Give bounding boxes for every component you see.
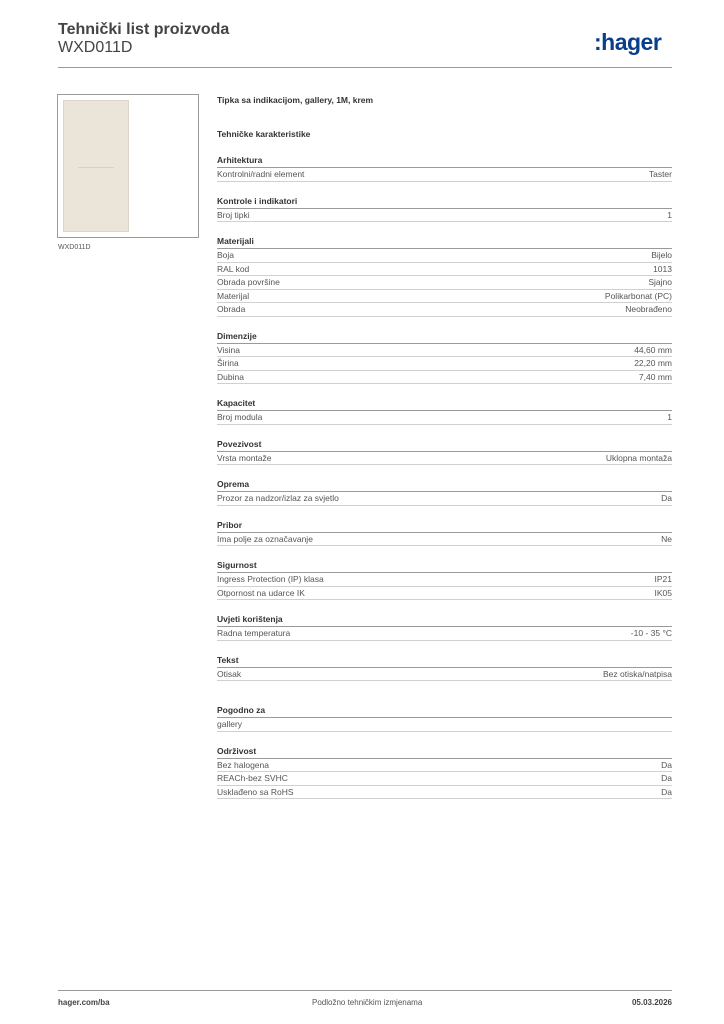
section-title: Dimenzije — [217, 331, 672, 344]
spec-section — [217, 479, 672, 506]
spec-label: Vrsta montaže — [217, 452, 272, 463]
spec-value: Da — [661, 786, 672, 797]
spec-label: Širina — [217, 358, 239, 368]
spec-label: Dubina — [217, 371, 244, 382]
spec-section — [217, 614, 672, 641]
document-title: Tehnički list proizvoda — [58, 21, 230, 38]
spec-value: 1 — [667, 412, 672, 422]
product-image-caption: WXD011D — [58, 244, 91, 251]
header-divider — [58, 67, 672, 68]
spec-row — [217, 668, 672, 682]
spec-value: Neobrađeno — [625, 304, 672, 314]
spec-row — [217, 587, 672, 601]
spec-label: Kontrolni/radni element — [217, 169, 305, 179]
spec-section — [217, 655, 672, 682]
spec-value: 1 — [667, 209, 672, 220]
spec-value: Ne — [661, 533, 672, 544]
spec-label: Broj tipki — [217, 209, 250, 220]
section-title: Oprema — [217, 479, 672, 492]
section-title: Povezivost — [217, 439, 672, 452]
spec-label: Materijal — [217, 290, 250, 301]
spec-label: Visina — [217, 344, 240, 355]
spec-label: Obrada površine — [217, 277, 280, 287]
spec-label: RAL kod — [217, 263, 250, 274]
spec-label: Prozor za nadzor/izlaz za svjetlo — [217, 493, 339, 503]
spec-section — [217, 520, 672, 547]
spec-value: -10 - 35 °C — [630, 628, 672, 638]
spec-value: IK05 — [654, 587, 672, 598]
section-title: Kapacitet — [217, 398, 672, 411]
spec-section — [217, 746, 672, 800]
spec-row — [217, 168, 672, 182]
spec-section — [217, 155, 672, 182]
spec-section — [217, 705, 672, 732]
spec-value: Sjajno — [648, 277, 672, 287]
section-title: Pogodno za — [217, 705, 672, 718]
spec-row — [217, 209, 672, 223]
product-code-heading: WXD011D — [58, 39, 133, 56]
section-title: Arhitektura — [217, 155, 672, 168]
section-title: Održivost — [217, 746, 672, 759]
spec-value: Taster — [648, 169, 672, 179]
spec-label: Obrada — [217, 304, 246, 314]
spec-value: Bez otiska/natpisa — [603, 668, 672, 679]
spec-section — [217, 236, 672, 317]
product-image — [63, 100, 129, 232]
spec-content — [217, 95, 672, 799]
spec-label: Ingress Protection (IP) klasa — [217, 574, 324, 584]
spec-value: Da — [661, 759, 672, 770]
spec-label: REACh-bez SVHC — [217, 773, 288, 783]
spec-value: Uklopna montaža — [605, 452, 672, 463]
spec-section — [217, 331, 672, 385]
spec-row — [217, 573, 672, 587]
spec-label: Bez halogena — [217, 759, 269, 770]
spec-label: Ima polje za označavanje — [217, 533, 313, 544]
section-title: Pribor — [217, 520, 672, 533]
hager-logo: :hager — [594, 29, 662, 55]
spec-row — [217, 786, 672, 800]
product-image-frame — [57, 94, 199, 238]
spec-heading: Tehničke karakteristike — [217, 129, 311, 139]
spec-label: Boja — [217, 250, 235, 260]
spec-row — [217, 759, 672, 773]
spec-value: Bijelo — [651, 250, 672, 260]
spec-label: gallery — [217, 719, 243, 729]
spec-label: Broj modula — [217, 412, 263, 422]
spec-row — [217, 290, 672, 304]
spec-row — [217, 276, 672, 290]
spec-label: Radna temperatura — [217, 628, 291, 638]
spec-row — [217, 263, 672, 277]
switch-indicator-line — [78, 167, 114, 168]
spec-value: 22,20 mm — [634, 358, 672, 368]
spec-row — [217, 492, 672, 506]
spec-row — [217, 718, 672, 732]
spec-section — [217, 439, 672, 466]
spec-label: Usklađeno sa RoHS — [217, 786, 294, 797]
section-title: Sigurnost — [217, 560, 672, 573]
spec-row — [217, 357, 672, 371]
spec-row — [217, 344, 672, 358]
spec-row — [217, 249, 672, 263]
spec-row — [217, 371, 672, 385]
section-title: Uvjeti korištenja — [217, 614, 672, 627]
spec-label: Otpornost na udarce IK — [217, 587, 305, 598]
section-title: Tekst — [217, 655, 672, 668]
spec-value: IP21 — [654, 574, 672, 584]
spec-row — [217, 772, 672, 786]
spec-section — [217, 196, 672, 223]
footer-website[interactable]: hager.com/ba — [58, 998, 110, 1007]
spec-section — [217, 560, 672, 600]
spec-value: 44,60 mm — [634, 344, 672, 355]
spec-value: 1013 — [653, 263, 672, 274]
spec-row — [217, 303, 672, 317]
spec-row — [217, 452, 672, 466]
spec-sections — [217, 155, 672, 799]
footer-divider — [58, 990, 672, 991]
spec-value: 7,40 mm — [638, 371, 672, 382]
spec-row — [217, 627, 672, 641]
footer-date: 05.03.2026 — [631, 998, 672, 1007]
product-description: Tipka sa indikacijom, gallery, 1M, krem — [217, 95, 374, 105]
section-title: Kontrole i indikatori — [217, 196, 672, 209]
spec-value: Da — [661, 773, 672, 783]
spec-section — [217, 398, 672, 425]
spec-row — [217, 411, 672, 425]
section-title: Materijali — [217, 236, 672, 249]
spec-label: Otisak — [217, 668, 242, 679]
spec-row — [217, 533, 672, 547]
footer-notice: Podložno tehničkim izmjenama — [312, 998, 423, 1007]
spec-value: Polikarbonat (PC) — [604, 290, 672, 301]
spec-value: Da — [661, 493, 672, 503]
